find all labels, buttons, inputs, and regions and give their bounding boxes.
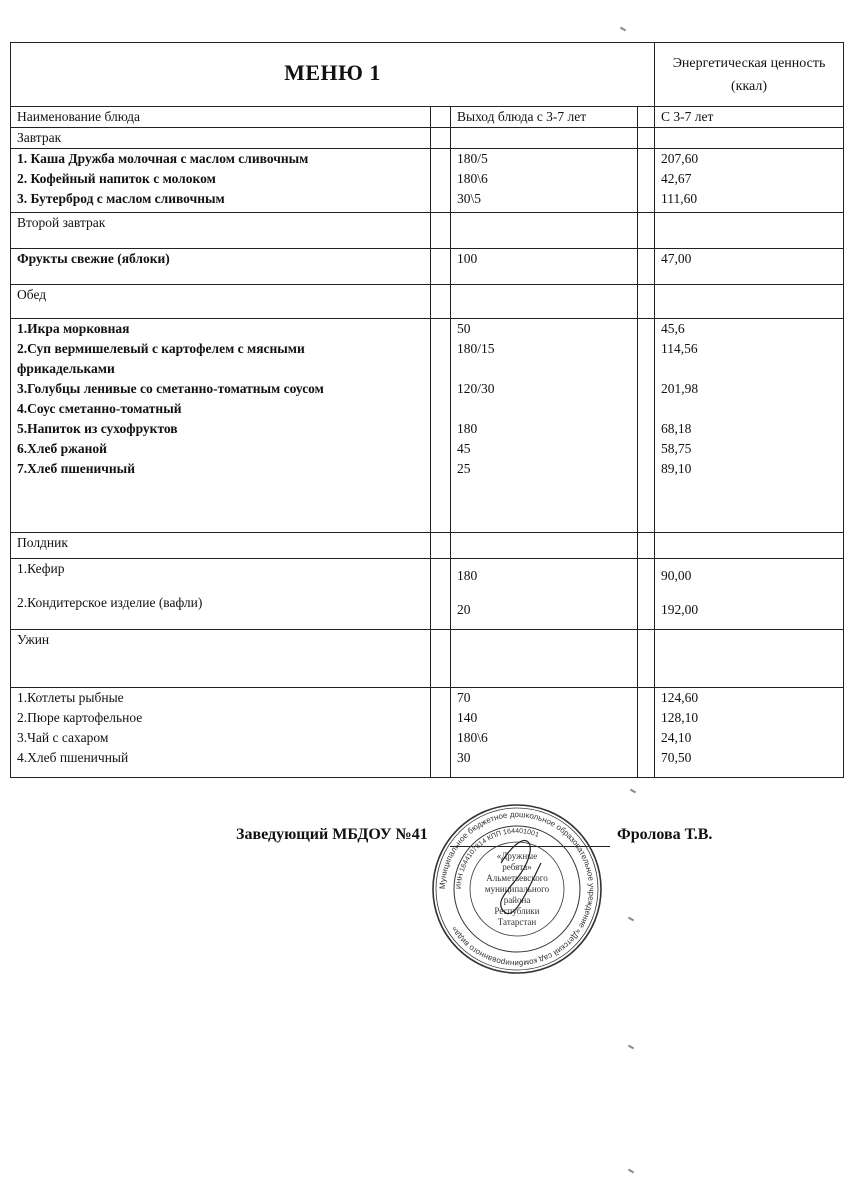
gap-cell bbox=[431, 688, 451, 778]
gap-cell bbox=[638, 630, 655, 688]
dish-kcal: 207,60 bbox=[661, 151, 699, 166]
page-title: МЕНЮ 1 bbox=[284, 60, 381, 85]
gap-cell bbox=[638, 533, 655, 559]
dish-name: 2.Суп вермишелевый с картофелем с мясными bbox=[17, 341, 305, 356]
section-empty-cell bbox=[451, 128, 638, 149]
dish-block-row bbox=[11, 559, 844, 630]
scan-speck bbox=[630, 789, 636, 794]
dish-kcal: 45,6 bbox=[661, 321, 685, 336]
gap-cell bbox=[638, 249, 655, 285]
scan-speck bbox=[628, 1169, 634, 1174]
dish-block-row bbox=[11, 149, 844, 213]
dish-names-cell bbox=[11, 149, 431, 213]
stamp-ids-text: ИНН 1644107814 КПП 164401001 bbox=[455, 827, 540, 890]
dish-name: 4.Соус сметанно-томатный bbox=[17, 401, 182, 416]
gap-cell bbox=[431, 533, 451, 559]
energy-header: Энергетическая ценность bbox=[672, 55, 826, 71]
dish-kcal-cell bbox=[655, 319, 844, 533]
dish-name: 3. Бутерброд с маслом сливочным bbox=[17, 191, 225, 206]
column-header-output: Выход блюда с 3-7 лет bbox=[451, 107, 638, 128]
dish-name: 3.Голубцы ленивые со сметанно-томатным соусом bbox=[17, 381, 324, 396]
stamp-ring-text: Муниципальное бюджетное дошкольное образовательное учреждение «Детский сад комбинированного вида» bbox=[437, 809, 597, 969]
dish-names-cell bbox=[11, 559, 431, 630]
scan-speck bbox=[620, 27, 626, 32]
section-empty-cell bbox=[655, 630, 844, 688]
energy-header-cell bbox=[655, 43, 844, 107]
dish-name: 1.Котлеты рыбные bbox=[17, 690, 124, 705]
section-title: Завтрак bbox=[11, 128, 431, 149]
dish-output: 120/30 bbox=[457, 381, 495, 396]
dish-kcal: 58,75 bbox=[661, 441, 692, 456]
dish-output: 20 bbox=[457, 602, 471, 617]
dish-kcal-cell bbox=[655, 149, 844, 213]
gap-cell bbox=[638, 107, 655, 128]
dish-outputs-cell bbox=[451, 319, 638, 533]
dish-outputs-cell bbox=[451, 688, 638, 778]
section-empty-cell bbox=[655, 285, 844, 319]
dish-output: 25 bbox=[457, 461, 471, 476]
section-title: Ужин bbox=[11, 630, 431, 688]
dish-name: 4.Хлеб пшеничный bbox=[17, 750, 129, 765]
official-stamp bbox=[431, 803, 603, 975]
dish-output: 180\6 bbox=[457, 171, 488, 186]
dish-name: 1.Икра морковная bbox=[17, 321, 130, 336]
dish-output: 180\6 bbox=[457, 730, 488, 745]
scan-speck bbox=[628, 917, 634, 922]
dish-name: 2.Пюре картофельное bbox=[17, 710, 143, 725]
gap-cell bbox=[431, 213, 451, 249]
gap-cell bbox=[638, 149, 655, 213]
dish-name: 2.Кондитерское изделие (вафли) bbox=[17, 595, 203, 610]
section-header-row bbox=[11, 533, 844, 559]
dish-kcal: 111,60 bbox=[661, 191, 698, 206]
dish-names-cell bbox=[11, 249, 431, 285]
dish-kcal-cell bbox=[655, 249, 844, 285]
dish-kcal: 114,56 bbox=[661, 341, 698, 356]
section-empty-cell bbox=[655, 533, 844, 559]
dish-kcal: 47,00 bbox=[661, 251, 692, 266]
dish-output: 45 bbox=[457, 441, 471, 456]
section-header-row bbox=[11, 213, 844, 249]
dish-outputs-cell bbox=[451, 559, 638, 630]
dish-output: 30\5 bbox=[457, 191, 482, 206]
stamp-center-line: Республики bbox=[494, 906, 540, 916]
dish-output: 180/5 bbox=[457, 151, 488, 166]
dish-kcal: 42,67 bbox=[661, 171, 692, 186]
dish-name: 1. Каша Дружба молочная с маслом сливочным bbox=[17, 151, 309, 166]
section-empty-cell bbox=[451, 533, 638, 559]
dish-name: 2. Кофейный напиток с молоком bbox=[17, 171, 216, 186]
dish-kcal: 68,18 bbox=[661, 421, 692, 436]
gap-cell bbox=[638, 213, 655, 249]
energy-unit: (ккал) bbox=[730, 78, 768, 94]
dish-output bbox=[457, 399, 631, 419]
dish-name: 5.Напиток из сухофруктов bbox=[17, 421, 178, 436]
stamp-center-text bbox=[485, 851, 550, 927]
dish-kcal: 201,98 bbox=[661, 381, 699, 396]
gap-cell bbox=[638, 285, 655, 319]
menu-table bbox=[10, 42, 844, 778]
section-empty-cell bbox=[451, 285, 638, 319]
gap-cell bbox=[431, 630, 451, 688]
stamp-center-line: района bbox=[503, 895, 531, 905]
gap-cell bbox=[431, 128, 451, 149]
gap-cell bbox=[431, 107, 451, 128]
scan-speck bbox=[628, 1045, 634, 1050]
gap-cell bbox=[638, 559, 655, 630]
gap-cell bbox=[431, 149, 451, 213]
dish-kcal: 89,10 bbox=[661, 461, 692, 476]
dish-output: 70 bbox=[457, 690, 471, 705]
dish-name: 1.Кефир bbox=[17, 561, 65, 576]
dish-kcal: 90,00 bbox=[661, 568, 692, 583]
dish-kcal: 192,00 bbox=[661, 602, 699, 617]
section-header-row bbox=[11, 128, 844, 149]
section-title: Второй завтрак bbox=[11, 213, 431, 249]
dish-name: 6.Хлеб ржаной bbox=[17, 441, 107, 456]
dish-name: Фрукты свежие (яблоки) bbox=[17, 251, 170, 266]
dish-names-cell bbox=[11, 688, 431, 778]
dish-names-cell bbox=[11, 319, 431, 533]
section-title: Полдник bbox=[11, 533, 431, 559]
stamp-center-line: Татарстан bbox=[497, 917, 537, 927]
section-empty-cell bbox=[655, 128, 844, 149]
dish-kcal bbox=[661, 359, 837, 379]
dish-name: 3.Чай с сахаром bbox=[17, 730, 109, 745]
title-row bbox=[11, 43, 844, 107]
signature-name: Фролова Т.В. bbox=[617, 826, 713, 843]
dish-name: фрикадельками bbox=[17, 361, 115, 376]
stamp-center-line: «Дружные bbox=[496, 851, 538, 861]
signature-position: Заведующий МБДОУ №41 bbox=[236, 826, 428, 843]
dish-output: 100 bbox=[457, 251, 478, 266]
gap-cell bbox=[638, 688, 655, 778]
section-title: Обед bbox=[11, 285, 431, 319]
stamp-center-line: муниципального bbox=[484, 884, 550, 894]
dish-kcal bbox=[661, 399, 837, 419]
gap-cell bbox=[638, 319, 655, 533]
dish-kcal: 70,50 bbox=[661, 750, 692, 765]
dish-block-row bbox=[11, 688, 844, 778]
gap-cell bbox=[431, 559, 451, 630]
section-empty-cell bbox=[451, 213, 638, 249]
gap-cell bbox=[431, 285, 451, 319]
dish-kcal-cell bbox=[655, 559, 844, 630]
dish-block-row bbox=[11, 319, 844, 533]
dish-output: 30 bbox=[457, 750, 471, 765]
dish-outputs-cell bbox=[451, 249, 638, 285]
dish-output: 50 bbox=[457, 321, 471, 336]
dish-kcal-cell bbox=[655, 688, 844, 778]
dish-kcal: 124,60 bbox=[661, 690, 699, 705]
section-empty-cell bbox=[451, 630, 638, 688]
dish-kcal: 128,10 bbox=[661, 710, 699, 725]
section-empty-cell bbox=[655, 213, 844, 249]
dish-output bbox=[457, 359, 631, 379]
dish-output: 140 bbox=[457, 710, 478, 725]
dish-outputs-cell bbox=[451, 149, 638, 213]
title-cell bbox=[11, 43, 655, 107]
dish-output: 180 bbox=[457, 421, 478, 436]
gap-cell bbox=[431, 249, 451, 285]
stamp-center-line: ребята» bbox=[502, 862, 532, 872]
column-header-name: Наименование блюда bbox=[11, 107, 431, 128]
dish-kcal: 24,10 bbox=[661, 730, 692, 745]
section-header-row bbox=[11, 630, 844, 688]
stamp-center-line: Альметьевского bbox=[486, 873, 548, 883]
dish-output: 180 bbox=[457, 568, 478, 583]
column-header-kcal: С 3-7 лет bbox=[655, 107, 844, 128]
gap-cell bbox=[431, 319, 451, 533]
dish-block-row bbox=[11, 249, 844, 285]
section-header-row bbox=[11, 285, 844, 319]
gap-cell bbox=[638, 128, 655, 149]
dish-name: 7.Хлеб пшеничный bbox=[17, 461, 135, 476]
column-header-row bbox=[11, 107, 844, 128]
dish-output: 180/15 bbox=[457, 341, 495, 356]
